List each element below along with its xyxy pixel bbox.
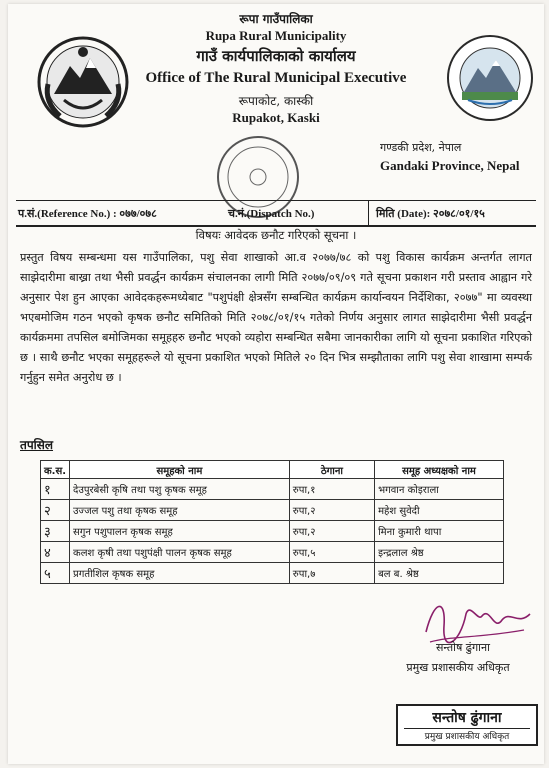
- cell-serial: २: [41, 500, 70, 521]
- cell-chairperson: इन्द्रलाल श्रेष्ठ: [375, 542, 504, 563]
- reference-bar: [16, 200, 536, 227]
- province-en: Gandaki Province, Nepal: [380, 158, 520, 173]
- table-row: [41, 500, 504, 521]
- cell-group-name: कलश कृषी तथा पशुपंक्षी पालन कृषक समूह: [70, 542, 290, 563]
- office-name-np: गाउँ कार्यपालिकाको कार्यालय: [196, 47, 356, 65]
- tapsil-heading: तपसिल: [20, 438, 54, 452]
- cell-address: रुपा,२: [289, 500, 374, 521]
- cell-chairperson: मिना कुमारी थापा: [375, 521, 504, 542]
- signatory-name: सन्तोष ढुंगाना: [436, 641, 490, 654]
- header-group-name: समूहको नाम: [70, 461, 290, 479]
- signatory-title: प्रमुख प्रशासकीय अधिकृत: [406, 661, 510, 674]
- cell-address: रुपा,१: [289, 479, 374, 500]
- cell-serial: ३: [41, 521, 70, 542]
- org-name-np: रूपा गाउँपालिका: [239, 12, 313, 26]
- header-address: ठेगाना: [289, 461, 374, 479]
- address-np: रूपाकोट, कास्की: [238, 94, 314, 108]
- table-row: [41, 563, 504, 584]
- address-en: Rupakot, Kaski: [232, 110, 320, 125]
- cell-group-name: प्रगतीशिल कृषक समूह: [70, 563, 290, 584]
- cell-serial: ५: [41, 563, 70, 584]
- cell-group-name: सगुन पशुपालन कृषक समूह: [70, 521, 290, 542]
- header-serial: क.स.: [41, 461, 70, 479]
- document-page: [8, 4, 544, 764]
- cell-chairperson: भगवान कोइराला: [375, 479, 504, 500]
- cell-address: रुपा,२: [289, 521, 374, 542]
- cell-serial: १: [41, 479, 70, 500]
- cell-group-name: उज्जल पशु तथा कृषक समूह: [70, 500, 290, 521]
- cell-chairperson: महेश सुवेदी: [375, 500, 504, 521]
- province-np: गण्डकी प्रदेश, नेपाल: [380, 141, 462, 154]
- stamp-name: सन्तोष ढुंगाना: [432, 710, 502, 726]
- cell-address: रुपा,७: [289, 563, 374, 584]
- header-chairperson: समूह अध्यक्षको नाम: [375, 461, 504, 479]
- cell-address: रुपा,५: [289, 542, 374, 563]
- office-name-en: Office of The Rural Municipal Executive: [145, 70, 407, 86]
- org-name-en: Rupa Rural Municipality: [205, 28, 347, 43]
- table-header-row: [41, 461, 504, 479]
- letter-date: मिति (Date): २०७८/०१/१५: [376, 208, 485, 220]
- dispatch-number: च.नं.(Dispatch No.): [228, 208, 315, 220]
- cell-serial: ४: [41, 542, 70, 563]
- stamp-title: प्रमुख प्रशासकीय अधिकृत: [404, 728, 530, 742]
- cell-chairperson: बल ब. श्रेष्ठ: [375, 563, 504, 584]
- name-stamp: [396, 704, 538, 746]
- reference-number: प.सं.(Reference No.) : ०७७/०७८: [18, 208, 157, 220]
- notice-body: प्रस्तुत विषय सम्बन्धमा यस गाउँपालिका, पशु सेवा शाखाको आ.व २०७७/७८ को पशु विकास कार्यक्रम अन्तर्गत लागत साझेदारीमा बाख्रा तथा भैसी प्रवर्द्धन कार्यक्रम संचालनका लागी मिति २०७७/०९/०९ गते सूचना प्रकाशन गरी प्रस्ताव आह्वान गरे अनुसार पेश हुन आएका आवेदकहरूमध्येबाट "पशुपंक्षी क्षेत्रसँग सम्बन्धित कार्यक्रम कार्यान्वयन निर्देशिका, २०७७" मा व्यवस्था भएबमोजिम गठन भएको कृषक छनौट समितिको मिति २०७८/०१/१५ गतेको निर्णय अनुसार लागत साझेदारीमा भैसी प्रवर्द्धन कार्यक्रममा तपसिल बमोजिमका समूहहरु छनौट भएको व्यहोरा सम्बन्धित सबैमा जानकारीका लागि यो सूचना प्रकाशित गरिएको छ । साथै छनौट भएका समूहहरूले यो सूचना प्रकाशित भएको मितिले २० दिन भित्र सम्झौताका लागि पशु सेवा शाखामा सम्पर्क गर्नुहुन समेत अनुरोध छ ।: [20, 251, 532, 384]
- table-row: [41, 521, 504, 542]
- table-row: [41, 479, 504, 500]
- table-row: [41, 542, 504, 563]
- cell-group-name: देउपुरबेसी कृषि तथा पशु कृषक समूह: [70, 479, 290, 500]
- subject-line: विषयः आवेदक छनौट गरिएको सूचना ।: [195, 228, 357, 242]
- selected-groups-table: [40, 460, 504, 584]
